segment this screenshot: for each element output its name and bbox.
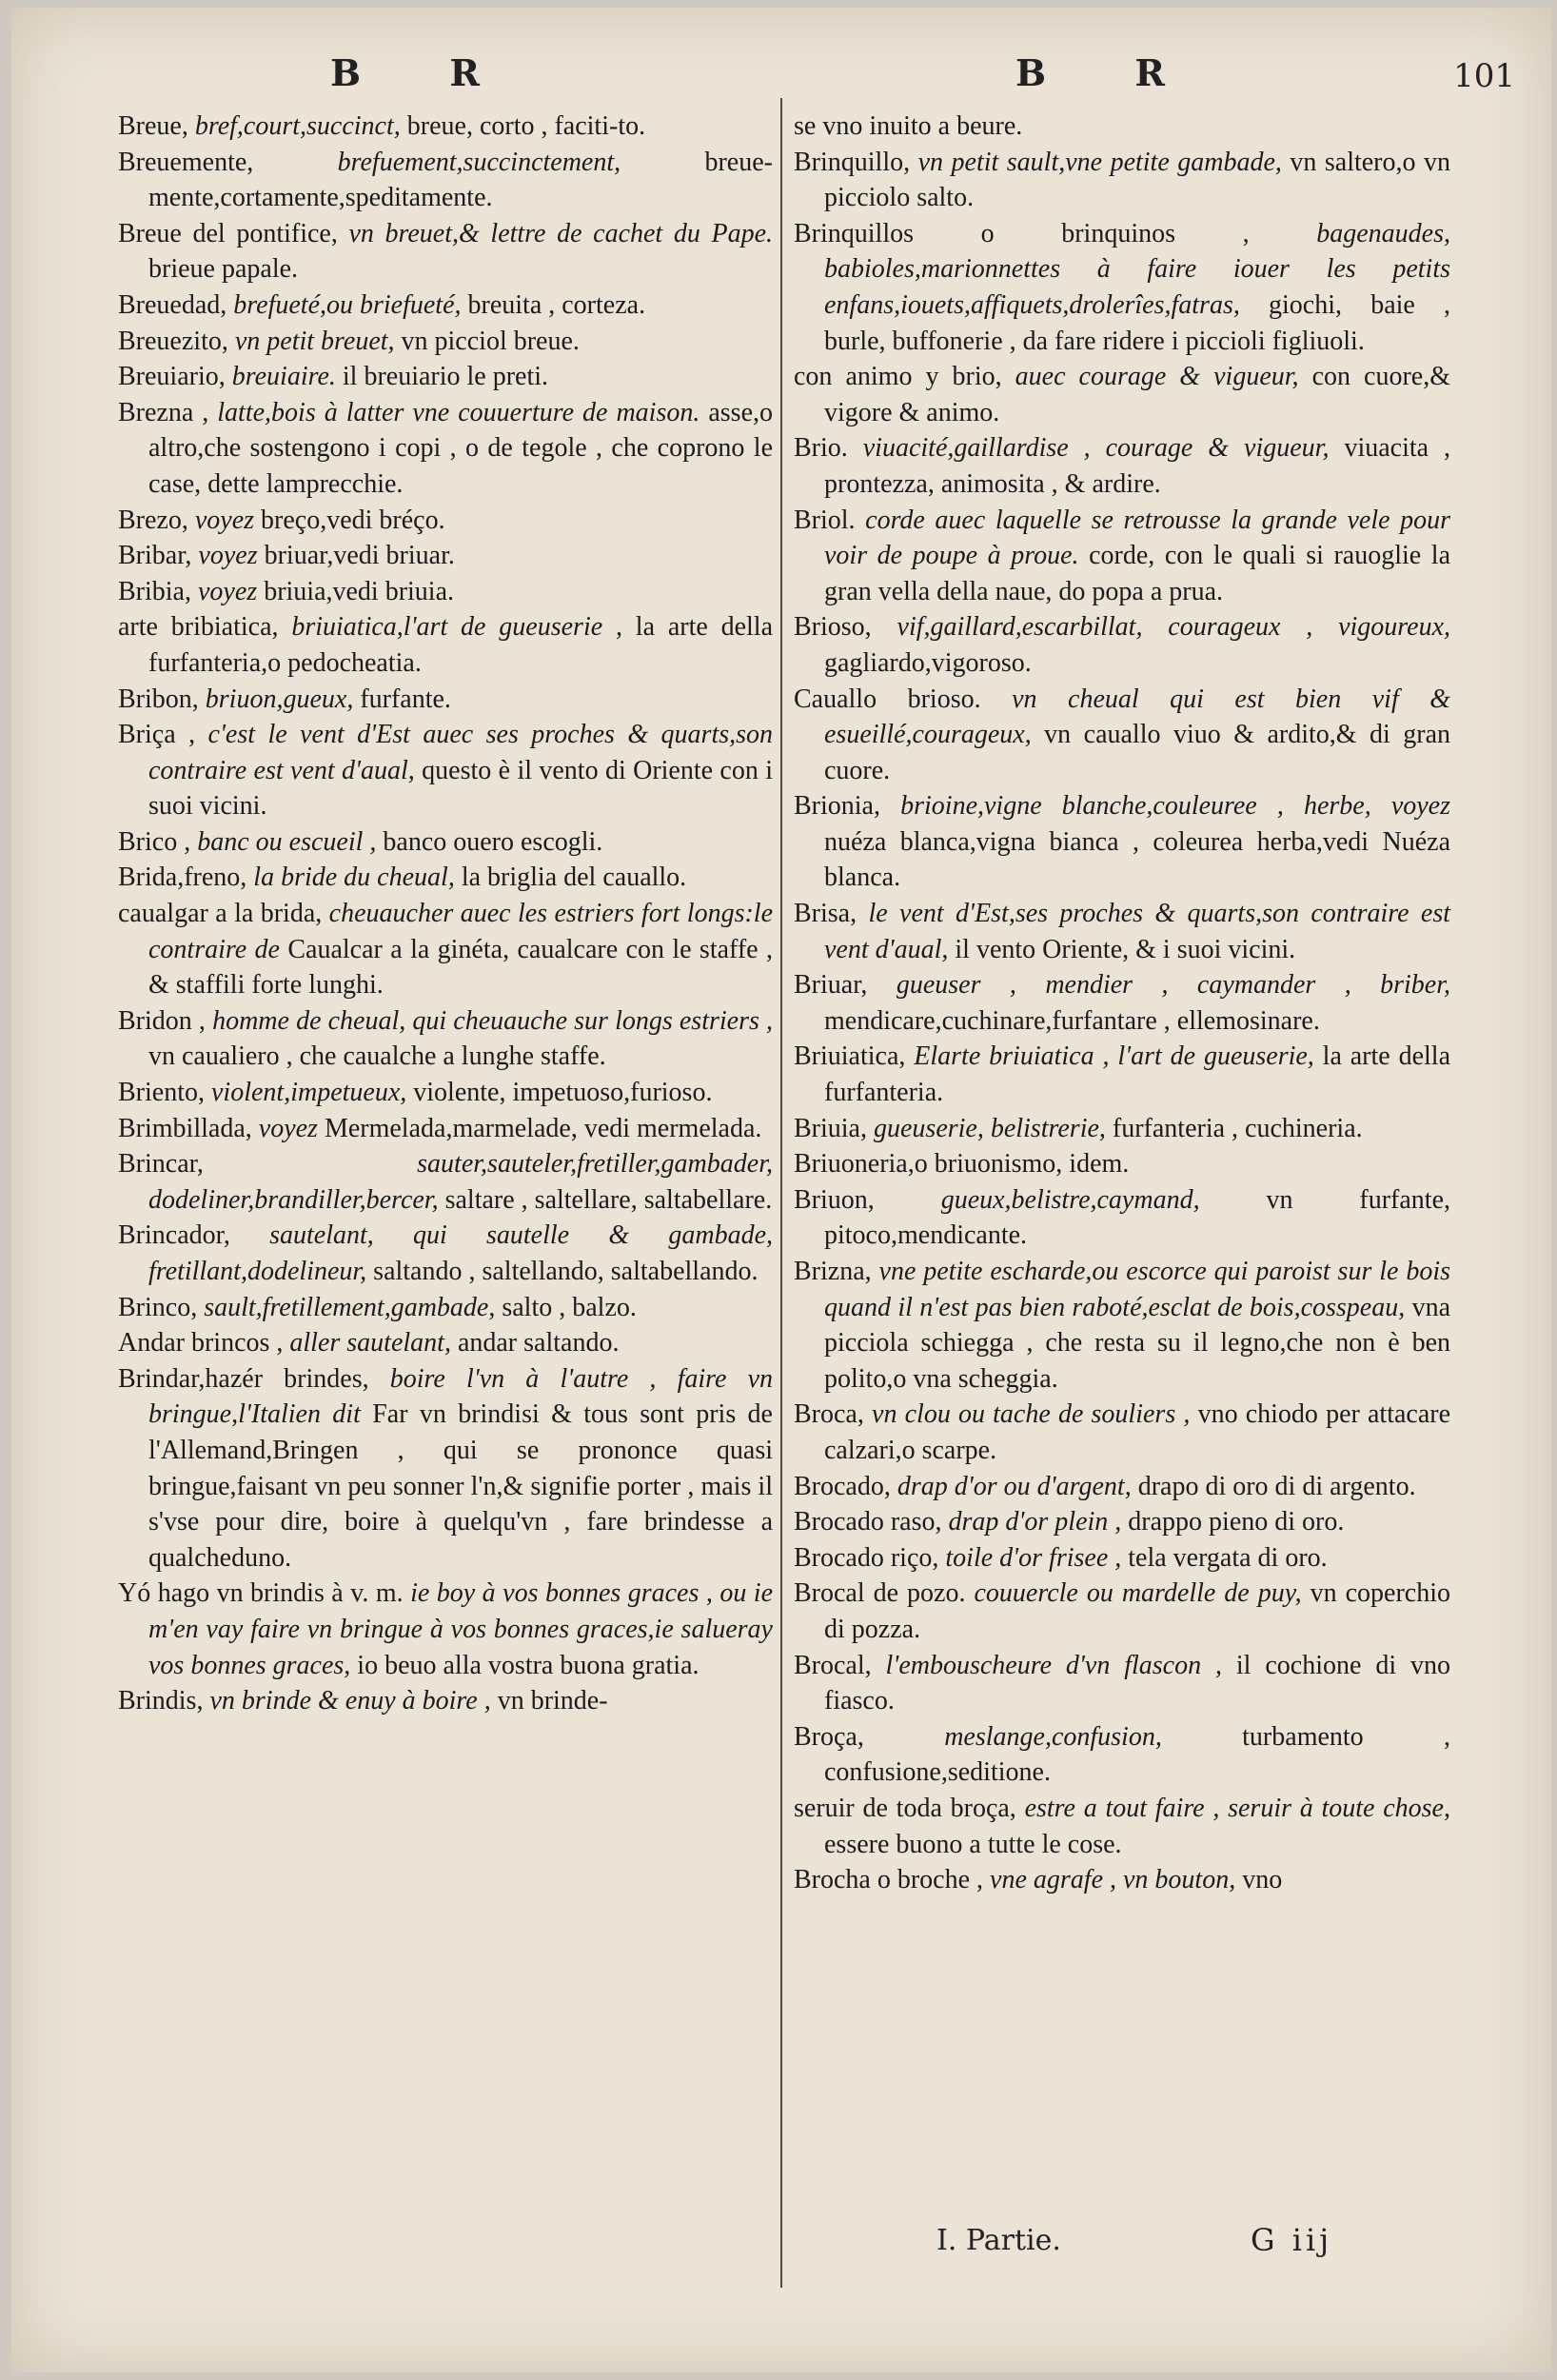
entry-italian: idem. bbox=[1069, 1149, 1130, 1180]
entry-french: cheuaucher auec les estriers fort longs:le contraire de bbox=[148, 899, 774, 964]
entry-french: vn clou ou tache de souliers , bbox=[872, 1399, 1191, 1430]
entry-headword: Broca, bbox=[794, 1399, 864, 1430]
entry-french: corde auec laquelle se retrousse la grande vele pour voir de poupe à proue. bbox=[824, 505, 1451, 571]
entry-italian: il cochione di vno fiasco. bbox=[824, 1650, 1451, 1716]
entry-headword: Brezna , bbox=[118, 397, 209, 427]
entry-italian: andar saltando. bbox=[457, 1328, 620, 1359]
entry-french: l'embouscheure d'vn flascon , bbox=[885, 1650, 1222, 1680]
entry-headword: Breue del pontifice, bbox=[118, 218, 338, 248]
entry-italian: vn picciol breue. bbox=[401, 326, 580, 356]
entry-headword: Briuia, bbox=[794, 1113, 867, 1143]
dictionary-entry bbox=[118, 359, 773, 395]
dictionary-entry bbox=[118, 1361, 773, 1577]
entry-french: vne petite escharde,ou escorce qui paroist sur le bois quand il n'est pas bien raboté,esclat de bois,cosspeau, bbox=[824, 1257, 1451, 1322]
entry-french: toile d'or frisee , bbox=[945, 1542, 1122, 1573]
dictionary-entry bbox=[118, 288, 773, 324]
dictionary-entry bbox=[118, 395, 773, 503]
dictionary-entry bbox=[118, 538, 773, 574]
entry-headword: Brionia, bbox=[794, 791, 880, 822]
entry-french: gueuserie, belistrerie, bbox=[874, 1113, 1106, 1143]
entry-italian: turbamento , confusione,seditione. bbox=[824, 1721, 1450, 1788]
entry-headword: caualgar a la brida, bbox=[118, 899, 323, 929]
entry-french: voyez bbox=[198, 576, 258, 606]
entry-italian: furfanteria , cuchineria. bbox=[1112, 1113, 1363, 1143]
dictionary-entry bbox=[794, 1146, 1450, 1182]
book-page bbox=[11, 8, 1551, 2372]
entry-italian: asse,o altro,che sostengono i copi , o de tegole , che coprono le case, dette lamprecchie. bbox=[148, 397, 773, 499]
entry-italian: breue, corto , faciti-to. bbox=[406, 111, 646, 141]
entry-french: vne agrafe , vn bouton, bbox=[990, 1865, 1236, 1895]
entry-headword: Brincador, bbox=[118, 1220, 230, 1251]
entry-headword: Brocha o broche , bbox=[794, 1865, 984, 1895]
entry-french: gueuser , mendier , caymander , briber, bbox=[896, 970, 1451, 1001]
entry-italian: la briglia del cauallo. bbox=[461, 863, 687, 893]
entry-italian: drapo di oro di di argento. bbox=[1137, 1471, 1416, 1501]
dictionary-entry bbox=[118, 145, 773, 216]
entry-italian: io beuo alla vostra buona gratia. bbox=[357, 1650, 700, 1680]
entry-headword: Brimbillada, bbox=[118, 1113, 252, 1143]
dictionary-entry bbox=[794, 896, 1450, 967]
entry-headword: Briuar, bbox=[794, 970, 868, 1001]
dictionary-entry bbox=[118, 1111, 773, 1147]
entry-french: la bride du cheual, bbox=[253, 863, 455, 893]
dictionary-entry bbox=[794, 1039, 1450, 1110]
entry-headword: Briuon, bbox=[794, 1184, 875, 1215]
entry-italian: mendicare,cuchinare,furfantare , ellemosinare. bbox=[824, 1005, 1320, 1036]
dictionary-entry bbox=[794, 682, 1450, 789]
entry-headword: Bribia, bbox=[118, 576, 191, 606]
entry-headword: Breuiario, bbox=[118, 362, 226, 392]
column-rule bbox=[780, 98, 782, 2288]
entry-italian: viuacita , prontezza, animosita , & ardire. bbox=[824, 433, 1451, 499]
entry-italian: con cuore,& vigore & animo. bbox=[824, 362, 1450, 427]
entry-french: auec courage & vigueur, bbox=[1015, 362, 1299, 392]
entry-headword: con animo y brio, bbox=[794, 362, 1002, 392]
left-column bbox=[118, 109, 773, 1719]
dictionary-entry bbox=[794, 1791, 1450, 1862]
dictionary-entry bbox=[118, 574, 773, 610]
entry-italian: drappo pieno di oro. bbox=[1128, 1507, 1345, 1537]
dictionary-entry bbox=[118, 682, 773, 718]
entry-headword: Breuezito, bbox=[118, 326, 228, 356]
entry-headword: Briça , bbox=[118, 720, 196, 750]
dictionary-entry bbox=[118, 109, 773, 145]
entry-french: vn breuet,& lettre de cachet du Pape. bbox=[348, 218, 773, 248]
entry-italian: gagliardo,vigoroso. bbox=[824, 647, 1032, 678]
entry-italian: saltando , saltellando, saltabellando. bbox=[373, 1257, 759, 1286]
entry-headword: Breue, bbox=[118, 111, 188, 141]
entry-headword: Brocado riço, bbox=[794, 1542, 939, 1573]
entry-italian: vna picciola schiegga , che resta su il legno,che non è ben polito,o vna scheggia. bbox=[824, 1292, 1451, 1394]
entry-headword: Brico , bbox=[118, 826, 191, 857]
entry-french: vn petit sault,vne petite gambade, bbox=[917, 147, 1282, 177]
dictionary-entry bbox=[794, 609, 1450, 681]
entry-french: briuiatica,l'art de gueuserie , bbox=[291, 612, 622, 643]
entry-headword: Brisa, bbox=[794, 899, 857, 929]
entry-french: couuercle ou mardelle de puy, bbox=[974, 1578, 1302, 1609]
entry-italian: vn caualiero , che caualche a lunghe staffe. bbox=[148, 1041, 606, 1072]
dictionary-entry bbox=[794, 1182, 1450, 1254]
entry-headword: Brindis, bbox=[118, 1686, 204, 1716]
right-column bbox=[794, 109, 1450, 1898]
entry-italian: nuéza blanca,vigna bianca , coleurea herba,vedi Nuéza blanca. bbox=[824, 826, 1450, 893]
dictionary-entry bbox=[794, 503, 1450, 610]
entry-italian: vno chiodo per attacare calzari,o scarpe. bbox=[824, 1399, 1451, 1465]
entry-italian: essere buono a tutte le cose. bbox=[824, 1829, 1122, 1859]
entry-french: banc ou escueil , bbox=[197, 826, 377, 857]
dictionary-entry bbox=[794, 1111, 1450, 1147]
entry-headword: Brinquillos o brinquinos , bbox=[794, 218, 1250, 248]
entry-italian: saltare , saltellare, saltabellare. bbox=[444, 1184, 773, 1215]
dictionary-entry bbox=[118, 1075, 773, 1111]
footer-signature: G iij bbox=[1251, 2222, 1333, 2258]
dictionary-entry bbox=[118, 1218, 773, 1289]
entry-headword: Brocado raso, bbox=[794, 1507, 942, 1537]
dictionary-entry bbox=[794, 109, 1450, 145]
dictionary-entry bbox=[118, 1325, 773, 1361]
entry-french: estre a tout faire , seruir à toute chose, bbox=[1024, 1793, 1450, 1823]
entry-italian: il vento Oriente, & i suoi vicini. bbox=[955, 934, 1296, 964]
dictionary-entry bbox=[118, 717, 773, 824]
entry-french: sautelant, qui sautelle & gambade, fretillant,dodelineur, bbox=[148, 1220, 774, 1286]
dictionary-entry bbox=[118, 1146, 773, 1218]
entry-headword: arte bribiatica, bbox=[118, 612, 279, 643]
dictionary-entry bbox=[118, 1683, 773, 1719]
entry-headword: Brinquillo, bbox=[794, 147, 911, 177]
dictionary-entry bbox=[794, 1648, 1450, 1719]
entry-italian: briuar,vedi briuar. bbox=[264, 541, 455, 571]
entry-italian: vn cauallo viuo & ardito,& di gran cuore. bbox=[824, 720, 1450, 785]
dictionary-entry bbox=[794, 359, 1450, 430]
entry-italian: vn saltero,o vn picciolo salto. bbox=[824, 147, 1450, 213]
entry-italian: il breuiario le preti. bbox=[342, 362, 549, 392]
dictionary-entry bbox=[118, 1290, 773, 1326]
entry-french: drap d'or ou d'argent, bbox=[897, 1471, 1132, 1501]
running-head-right: B R bbox=[1015, 51, 1203, 94]
entry-headword: Brindar,hazér brindes, bbox=[118, 1363, 369, 1394]
dictionary-entry bbox=[118, 324, 773, 360]
entry-italian: Far vn brindisi & tous sont pris de l'Allemand,Bringen , qui se prononce quasi bringue,faisant vn peu sonner l'n,& signifie porter , mais il s'vse pour dire, boire à quelqu'vn , fare brindesse a qualcheduno. bbox=[148, 1399, 773, 1573]
entry-italian: questo è il vento di Oriente con i suoi vicini. bbox=[148, 755, 773, 822]
entry-headword: Bridon , bbox=[118, 1005, 206, 1036]
entry-headword: Yó hago vn brindis à v. m. bbox=[118, 1578, 404, 1609]
dictionary-entry bbox=[118, 896, 773, 1003]
entry-french: voyez bbox=[198, 541, 258, 571]
entry-french: viuacité,gaillardise , courage & vigueur, bbox=[862, 433, 1330, 464]
entry-italian: corde, con le quali si rauoglie la gran vella della naue, do popa a prua. bbox=[824, 541, 1450, 606]
entry-headword: seruir de toda broça, bbox=[794, 1793, 1016, 1823]
entry-italian: vn brinde- bbox=[497, 1686, 608, 1716]
dictionary-entry bbox=[794, 1397, 1450, 1468]
entry-italian: brieue papale. bbox=[148, 254, 299, 285]
entry-headword: Brocado, bbox=[794, 1471, 891, 1501]
entry-headword: Broça, bbox=[794, 1721, 864, 1752]
entry-french: brefuement,succinctement, bbox=[337, 147, 621, 177]
entry-french: voyez bbox=[194, 505, 255, 535]
dictionary-entry bbox=[794, 1719, 1450, 1791]
entry-italian: vno bbox=[1242, 1865, 1283, 1895]
entry-headword: Bribon, bbox=[118, 684, 199, 714]
entry-italian: breço,vedi bréço. bbox=[261, 505, 445, 535]
dictionary-entry bbox=[794, 788, 1450, 896]
entry-french: breuiaire. bbox=[231, 362, 336, 392]
entry-headword: Brocal, bbox=[794, 1650, 872, 1680]
entry-french: gueux,belistre,caymand, bbox=[940, 1184, 1200, 1215]
entry-italian: Mermelada,marmelade, vedi mermelada. bbox=[324, 1113, 762, 1143]
entry-headword: Bribar, bbox=[118, 541, 192, 571]
dictionary-entry bbox=[794, 216, 1450, 359]
dictionary-entry bbox=[794, 1540, 1450, 1577]
entry-french: bagenaudes, babioles,marionnettes à faire iouer les petits enfans,iouets,affiquets,drolerîes,fatras, bbox=[824, 218, 1450, 320]
running-head-left: B R bbox=[330, 51, 518, 94]
entry-headword: Brizna, bbox=[794, 1257, 872, 1286]
entry-headword: Breuemente, bbox=[118, 147, 254, 177]
dictionary-entry bbox=[118, 609, 773, 681]
entry-italian: la arte della furfanteria,o pedocheatia. bbox=[148, 612, 774, 678]
dictionary-entry bbox=[794, 1469, 1450, 1505]
entry-headword: Brida,freno, bbox=[118, 863, 247, 893]
entry-french: voyez bbox=[258, 1113, 318, 1143]
entry-french: vn petit breuet, bbox=[234, 326, 395, 356]
entry-headword: Andar brincos , bbox=[118, 1328, 284, 1359]
entry-italian: banco ouero escogli. bbox=[383, 826, 603, 857]
entry-french: vif,gaillard,escarbillat, courageux , vigoureux, bbox=[897, 612, 1451, 643]
entry-french: vn brinde & enuy à boire , bbox=[209, 1686, 491, 1716]
entry-headword: Briuiatica, bbox=[794, 1041, 906, 1072]
entry-french: meslange,confusion, bbox=[944, 1721, 1162, 1752]
entry-headword: Cauallo brioso. bbox=[794, 684, 981, 714]
entry-french: briuon,gueux, bbox=[205, 684, 354, 714]
entry-french: violent,impetueux, bbox=[211, 1078, 407, 1108]
entry-french: bref,court,succinct, bbox=[194, 111, 401, 141]
dictionary-entry bbox=[118, 216, 773, 288]
entry-french: c'est le vent d'Est auec ses proches & quarts,son contraire est vent d'aual, bbox=[148, 720, 774, 785]
entry-french: le vent d'Est,ses proches & quarts,son contraire est vent d'aual, bbox=[824, 899, 1450, 964]
entry-italian: salto , balzo. bbox=[502, 1292, 637, 1322]
entry-italian: furfante. bbox=[360, 684, 451, 714]
entry-french: brioine,vigne blanche,couleuree , herbe, voyez bbox=[900, 791, 1451, 822]
dictionary-entry bbox=[794, 145, 1450, 216]
entry-french: homme de cheual, qui cheuauche sur longs estriers , bbox=[212, 1005, 774, 1036]
page-number: 101 bbox=[1453, 57, 1515, 95]
entry-french: ie boy à vos bonnes graces , ou ie m'en vay faire vn bringue à vos bonnes graces,ie salueray vos bonnes graces, bbox=[148, 1578, 773, 1680]
entry-headword: Brezo, bbox=[118, 505, 188, 535]
entry-italian: giochi, baie , burle, buffonerie , da fare ridere i piccioli figliuoli. bbox=[824, 289, 1451, 356]
entry-french: brefueté,ou briefueté, bbox=[233, 289, 462, 320]
entry-italian: vn furfante, pitoco,mendicante. bbox=[824, 1184, 1450, 1251]
entry-french: aller sautelant, bbox=[289, 1328, 451, 1359]
entry-french: drap d'or plein , bbox=[948, 1507, 1122, 1537]
dictionary-entry bbox=[118, 860, 773, 896]
entry-italian: violente, impetuoso,furioso. bbox=[413, 1078, 713, 1108]
entry-headword: Brio. bbox=[794, 433, 848, 464]
entry-headword: Brocal de pozo. bbox=[794, 1578, 966, 1609]
entry-headword: Brinco, bbox=[118, 1292, 198, 1322]
dictionary-entry bbox=[118, 503, 773, 539]
entry-italian: Caualcar a la ginéta, caualcare con le staffe , & staffili forte lunghi. bbox=[148, 934, 773, 1001]
dictionary-entry bbox=[118, 1003, 773, 1075]
entry-headword: Briuoneria,o briuonismo, bbox=[794, 1149, 1063, 1180]
entry-headword: Briento, bbox=[118, 1078, 205, 1108]
entry-headword: Brioso, bbox=[794, 612, 872, 643]
dictionary-entry bbox=[794, 967, 1450, 1039]
entry-french: sault,fretillement,gambade, bbox=[204, 1292, 496, 1322]
dictionary-entry bbox=[794, 1576, 1450, 1647]
entry-italian: la arte della furfanteria. bbox=[824, 1041, 1450, 1108]
entry-french: latte,bois à latter vne couuerture de maison. bbox=[217, 397, 700, 427]
entry-italian: breue-mente,cortamente,speditamente. bbox=[148, 147, 773, 213]
dictionary-entry bbox=[794, 430, 1450, 502]
dictionary-entry bbox=[118, 1576, 773, 1683]
entry-italian: briuia,vedi briuia. bbox=[264, 576, 455, 606]
footer-part: I. Partie. bbox=[936, 2224, 1061, 2257]
entry-headword: Brincar, bbox=[118, 1149, 204, 1180]
dictionary-entry bbox=[794, 1862, 1450, 1898]
dictionary-entry bbox=[118, 824, 773, 861]
entry-italian: tela vergata di oro. bbox=[1128, 1542, 1328, 1573]
entry-french: Elarte briuiatica , l'art de gueuserie, bbox=[914, 1041, 1314, 1072]
entry-italian: breuita , corteza. bbox=[467, 289, 646, 320]
entry-french: vn cheual qui est bien vif & esueillé,courageux, bbox=[824, 684, 1450, 750]
entry-italian: vn coperchio di pozza. bbox=[824, 1578, 1451, 1644]
entry-french: boire l'vn à l'autre , faire vn bringue,l'Italien dit bbox=[148, 1363, 773, 1430]
dictionary-entry bbox=[794, 1504, 1450, 1540]
entry-italian: se vno inuito a beure. bbox=[794, 111, 1023, 141]
entry-headword: Breuedad, bbox=[118, 289, 227, 320]
dictionary-entry bbox=[794, 1254, 1450, 1397]
entry-french: sauter,sauteler,fretiller,gambader, dodeliner,brandiller,bercer, bbox=[148, 1149, 773, 1215]
entry-headword: Briol. bbox=[794, 505, 856, 535]
